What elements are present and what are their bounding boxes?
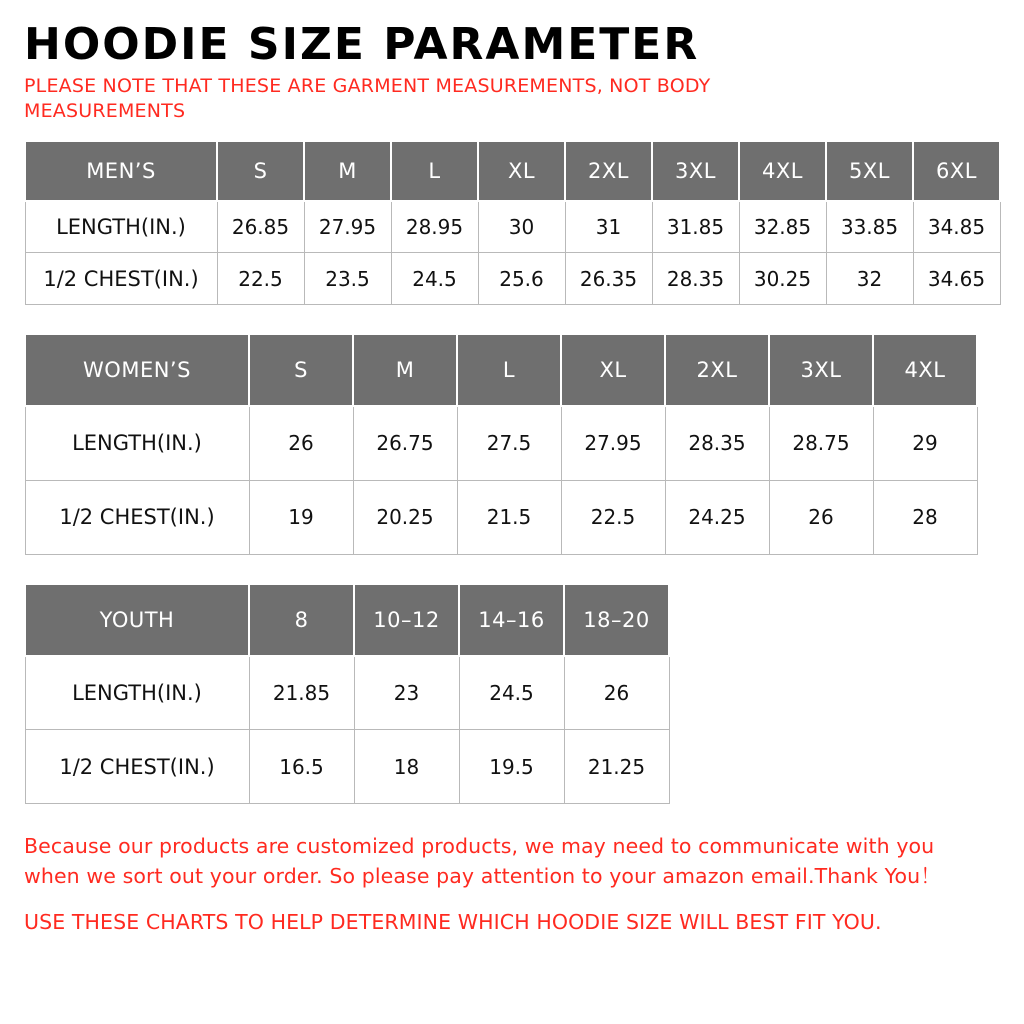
womens-col-l: L [457, 334, 561, 406]
mens-length-l: 28.95 [391, 201, 478, 253]
table-row [25, 656, 669, 730]
mens-col-m: M [304, 141, 391, 201]
youth-length-10-12: 23 [354, 656, 459, 730]
youth-chest-8: 16.5 [249, 730, 354, 804]
womens-length-s: 26 [249, 406, 353, 480]
youth-table-header [25, 584, 669, 656]
mens-length-2xl: 31 [565, 201, 652, 253]
mens-length-s: 26.85 [217, 201, 304, 253]
footer-notes [24, 832, 984, 937]
mens-chest-m: 23.5 [304, 253, 391, 305]
mens-length-4xl: 32.85 [739, 201, 826, 253]
womens-length-4xl: 29 [873, 406, 977, 480]
youth-size-table [24, 583, 670, 805]
mens-chest-2xl: 26.35 [565, 253, 652, 305]
table-row [25, 253, 1000, 305]
mens-length-xl: 30 [478, 201, 565, 253]
womens-length-3xl: 28.75 [769, 406, 873, 480]
mens-chest-4xl: 30.25 [739, 253, 826, 305]
mens-col-3xl: 3XL [652, 141, 739, 201]
mens-corner-label: MEN’S [25, 141, 217, 201]
mens-length-5xl: 33.85 [826, 201, 913, 253]
mens-col-4xl: 4XL [739, 141, 826, 201]
mens-table-body [25, 201, 1000, 305]
youth-col-10-12: 10–12 [354, 584, 459, 656]
womens-chest-2xl: 24.25 [665, 480, 769, 554]
youth-chest-14-16: 19.5 [459, 730, 564, 804]
womens-col-m: M [353, 334, 457, 406]
womens-chest-s: 19 [249, 480, 353, 554]
womens-length-2xl: 28.35 [665, 406, 769, 480]
womens-table-header [25, 334, 977, 406]
youth-corner-label: YOUTH [25, 584, 249, 656]
mens-size-table [24, 140, 1001, 306]
womens-chest-xl: 22.5 [561, 480, 665, 554]
mens-chest-3xl: 28.35 [652, 253, 739, 305]
table-row [25, 480, 977, 554]
table-row [25, 406, 977, 480]
page-title: HOODIE SIZE PARAMETER [24, 19, 700, 70]
measurement-note: PLEASE NOTE THAT THESE ARE GARMENT MEASUREMENTS, NOT BODY MEASUREMENTS [24, 75, 711, 122]
mens-length-m: 27.95 [304, 201, 391, 253]
mens-col-2xl: 2XL [565, 141, 652, 201]
mens-length-6xl: 34.85 [913, 201, 1000, 253]
womens-col-s: S [249, 334, 353, 406]
mens-chest-xl: 25.6 [478, 253, 565, 305]
youth-table-body [25, 656, 669, 804]
table-header-row [25, 141, 1000, 201]
womens-chest-4xl: 28 [873, 480, 977, 554]
womens-length-m: 26.75 [353, 406, 457, 480]
youth-chest-10-12: 18 [354, 730, 459, 804]
table-header-row [25, 584, 669, 656]
youth-length-label: LENGTH(IN.) [25, 656, 249, 730]
womens-col-xl: XL [561, 334, 665, 406]
table-row [25, 201, 1000, 253]
womens-chest-m: 20.25 [353, 480, 457, 554]
youth-col-18-20: 18–20 [564, 584, 669, 656]
youth-length-18-20: 26 [564, 656, 669, 730]
youth-chest-label: 1/2 CHEST(IN.) [25, 730, 249, 804]
mens-chest-6xl: 34.65 [913, 253, 1000, 305]
youth-col-8: 8 [249, 584, 354, 656]
mens-chest-s: 22.5 [217, 253, 304, 305]
mens-col-s: S [217, 141, 304, 201]
youth-length-8: 21.85 [249, 656, 354, 730]
youth-chest-18-20: 21.25 [564, 730, 669, 804]
mens-chest-label: 1/2 CHEST(IN.) [25, 253, 217, 305]
mens-chest-5xl: 32 [826, 253, 913, 305]
footer-paragraph-2: USE THESE CHARTS TO HELP DETERMINE WHICH HOODIE SIZE WILL BEST FIT YOU. [24, 909, 882, 934]
womens-chest-3xl: 26 [769, 480, 873, 554]
womens-chest-l: 21.5 [457, 480, 561, 554]
mens-length-3xl: 31.85 [652, 201, 739, 253]
womens-length-xl: 27.95 [561, 406, 665, 480]
mens-chest-l: 24.5 [391, 253, 478, 305]
womens-col-4xl: 4XL [873, 334, 977, 406]
table-row [25, 730, 669, 804]
mens-col-5xl: 5XL [826, 141, 913, 201]
mens-col-6xl: 6XL [913, 141, 1000, 201]
table-header-row [25, 334, 977, 406]
womens-col-2xl: 2XL [665, 334, 769, 406]
womens-length-l: 27.5 [457, 406, 561, 480]
mens-col-l: L [391, 141, 478, 201]
mens-col-xl: XL [478, 141, 565, 201]
womens-size-table [24, 333, 978, 555]
womens-chest-label: 1/2 CHEST(IN.) [25, 480, 249, 554]
womens-length-label: LENGTH(IN.) [25, 406, 249, 480]
womens-col-3xl: 3XL [769, 334, 873, 406]
mens-length-label: LENGTH(IN.) [25, 201, 217, 253]
womens-corner-label: WOMEN’S [25, 334, 249, 406]
youth-col-14-16: 14–16 [459, 584, 564, 656]
footer-paragraph-1: Because our products are customized products, we may need to communicate with you when we sort out your order. So please pay attention to your amazon email.Thank You！ [24, 834, 941, 888]
youth-length-14-16: 24.5 [459, 656, 564, 730]
womens-table-body [25, 406, 977, 554]
mens-table-header [25, 141, 1000, 201]
